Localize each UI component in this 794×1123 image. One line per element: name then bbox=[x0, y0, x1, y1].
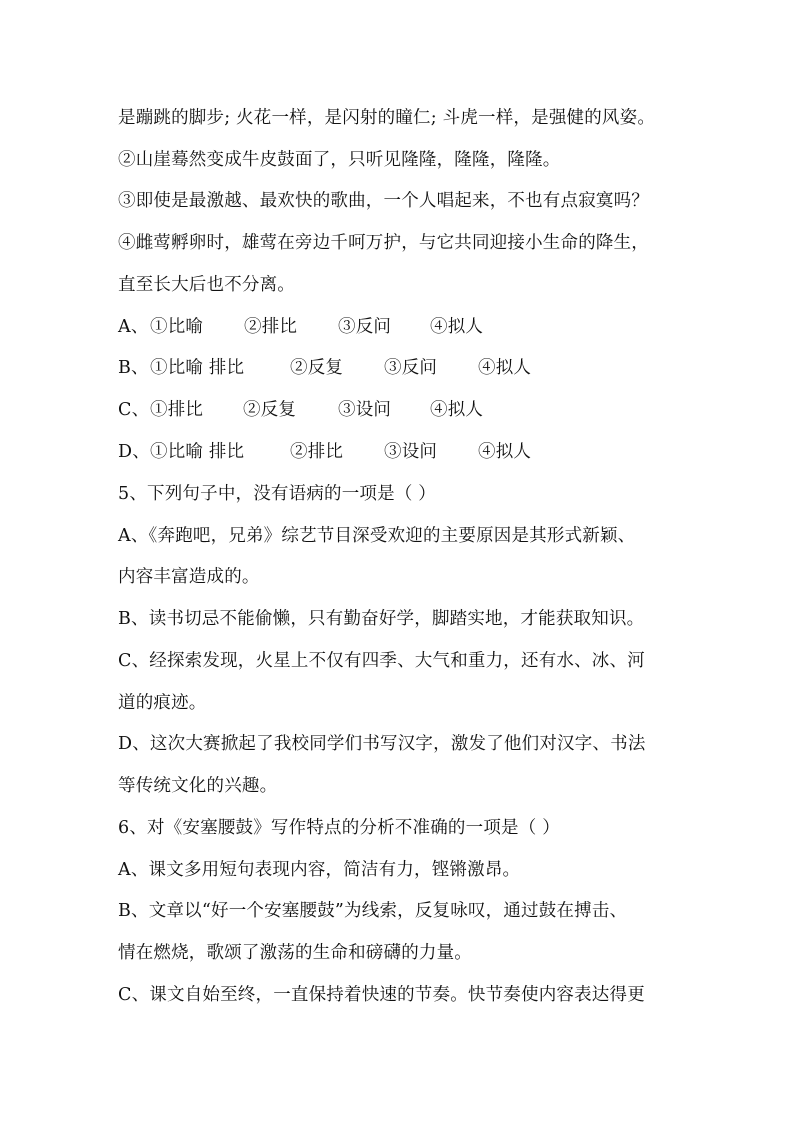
option-item: ③反问 bbox=[338, 317, 392, 337]
text-line: ③即使是最激越、最欢快的歌曲，一个人唱起来，不也有点寂寞吗？ bbox=[118, 191, 649, 211]
question-6: 6、对《安塞腰鼓》写作特点的分析不准确的一项是（ ） bbox=[118, 818, 560, 838]
option-item: ④拟人 bbox=[478, 442, 532, 462]
question-5: 5、下列句子中，没有语病的一项是（ ） bbox=[118, 484, 436, 504]
option-item: ①比喻 排比 bbox=[150, 442, 245, 462]
text-line: C、经探索发现，火星上不仅有四季、大气和重力，还有水、冰、河 bbox=[118, 651, 645, 671]
option-row-c bbox=[118, 398, 688, 422]
text-line: C、课文自始至终，一直保持着快速的节奏。快节奏使内容表达得更 bbox=[118, 985, 645, 1005]
option-item: ④拟人 bbox=[430, 317, 484, 337]
text-line: B、文章以“好一个安塞腰鼓”为线索，反复咏叹，通过鼓在搏击、 bbox=[118, 901, 628, 921]
option-item: ②反复 bbox=[243, 400, 297, 420]
option-item: ①比喻 bbox=[150, 317, 204, 337]
text-line: D、这次大赛掀起了我校同学们书写汉字，激发了他们对汉字、书法 bbox=[118, 734, 646, 754]
option-row-a bbox=[118, 315, 688, 339]
text-line: 直至长大后也不分离。 bbox=[118, 275, 295, 295]
text-line: B、读书切忌不能偷懒，只有勤奋好学，脚踏实地，才能获取知识。 bbox=[118, 609, 645, 629]
option-item: ①排比 bbox=[150, 400, 204, 420]
option-item: ③反问 bbox=[384, 358, 438, 378]
option-item: ②排比 bbox=[290, 442, 344, 462]
option-letter: B、 bbox=[118, 358, 149, 378]
option-row-d bbox=[118, 440, 688, 464]
text-line: A、《奔跑吧，兄弟》综艺节目深受欢迎的主要原因是其形式新颖、 bbox=[118, 526, 636, 546]
option-letter: A、 bbox=[118, 317, 149, 337]
text-line: ②山崖蓦然变成牛皮鼓面了，只听见隆隆，隆隆，隆隆。 bbox=[118, 150, 561, 170]
text-line: 情在燃烧，歌颂了激荡的生命和磅礴的力量。 bbox=[118, 943, 472, 963]
text-line: 是蹦跳的脚步; 火花一样，是闪射的瞳仁; 斗虎一样，是强健的风姿。 bbox=[118, 108, 656, 128]
option-item: ②排比 bbox=[244, 317, 298, 337]
option-item: ①比喻 排比 bbox=[150, 358, 245, 378]
option-letter: D、 bbox=[118, 442, 150, 462]
option-letter: C、 bbox=[118, 400, 150, 420]
text-line: ④雌莺孵卵时，雄莺在旁边千呵万护，与它共同迎接小生命的降生， bbox=[118, 233, 649, 253]
text-line: 内容丰富造成的。 bbox=[118, 567, 260, 587]
text-line: 道的痕迹。 bbox=[118, 693, 207, 713]
text-line: 等传统文化的兴趣。 bbox=[118, 776, 278, 796]
option-item: ④拟人 bbox=[478, 358, 532, 378]
text-line: A、课文多用短句表现内容，简洁有力，铿锵激昂。 bbox=[118, 860, 521, 880]
option-item: ④拟人 bbox=[430, 400, 484, 420]
option-item: ③设问 bbox=[384, 442, 438, 462]
option-row-b bbox=[118, 356, 688, 380]
option-item: ③设问 bbox=[338, 400, 392, 420]
option-item: ②反复 bbox=[290, 358, 344, 378]
